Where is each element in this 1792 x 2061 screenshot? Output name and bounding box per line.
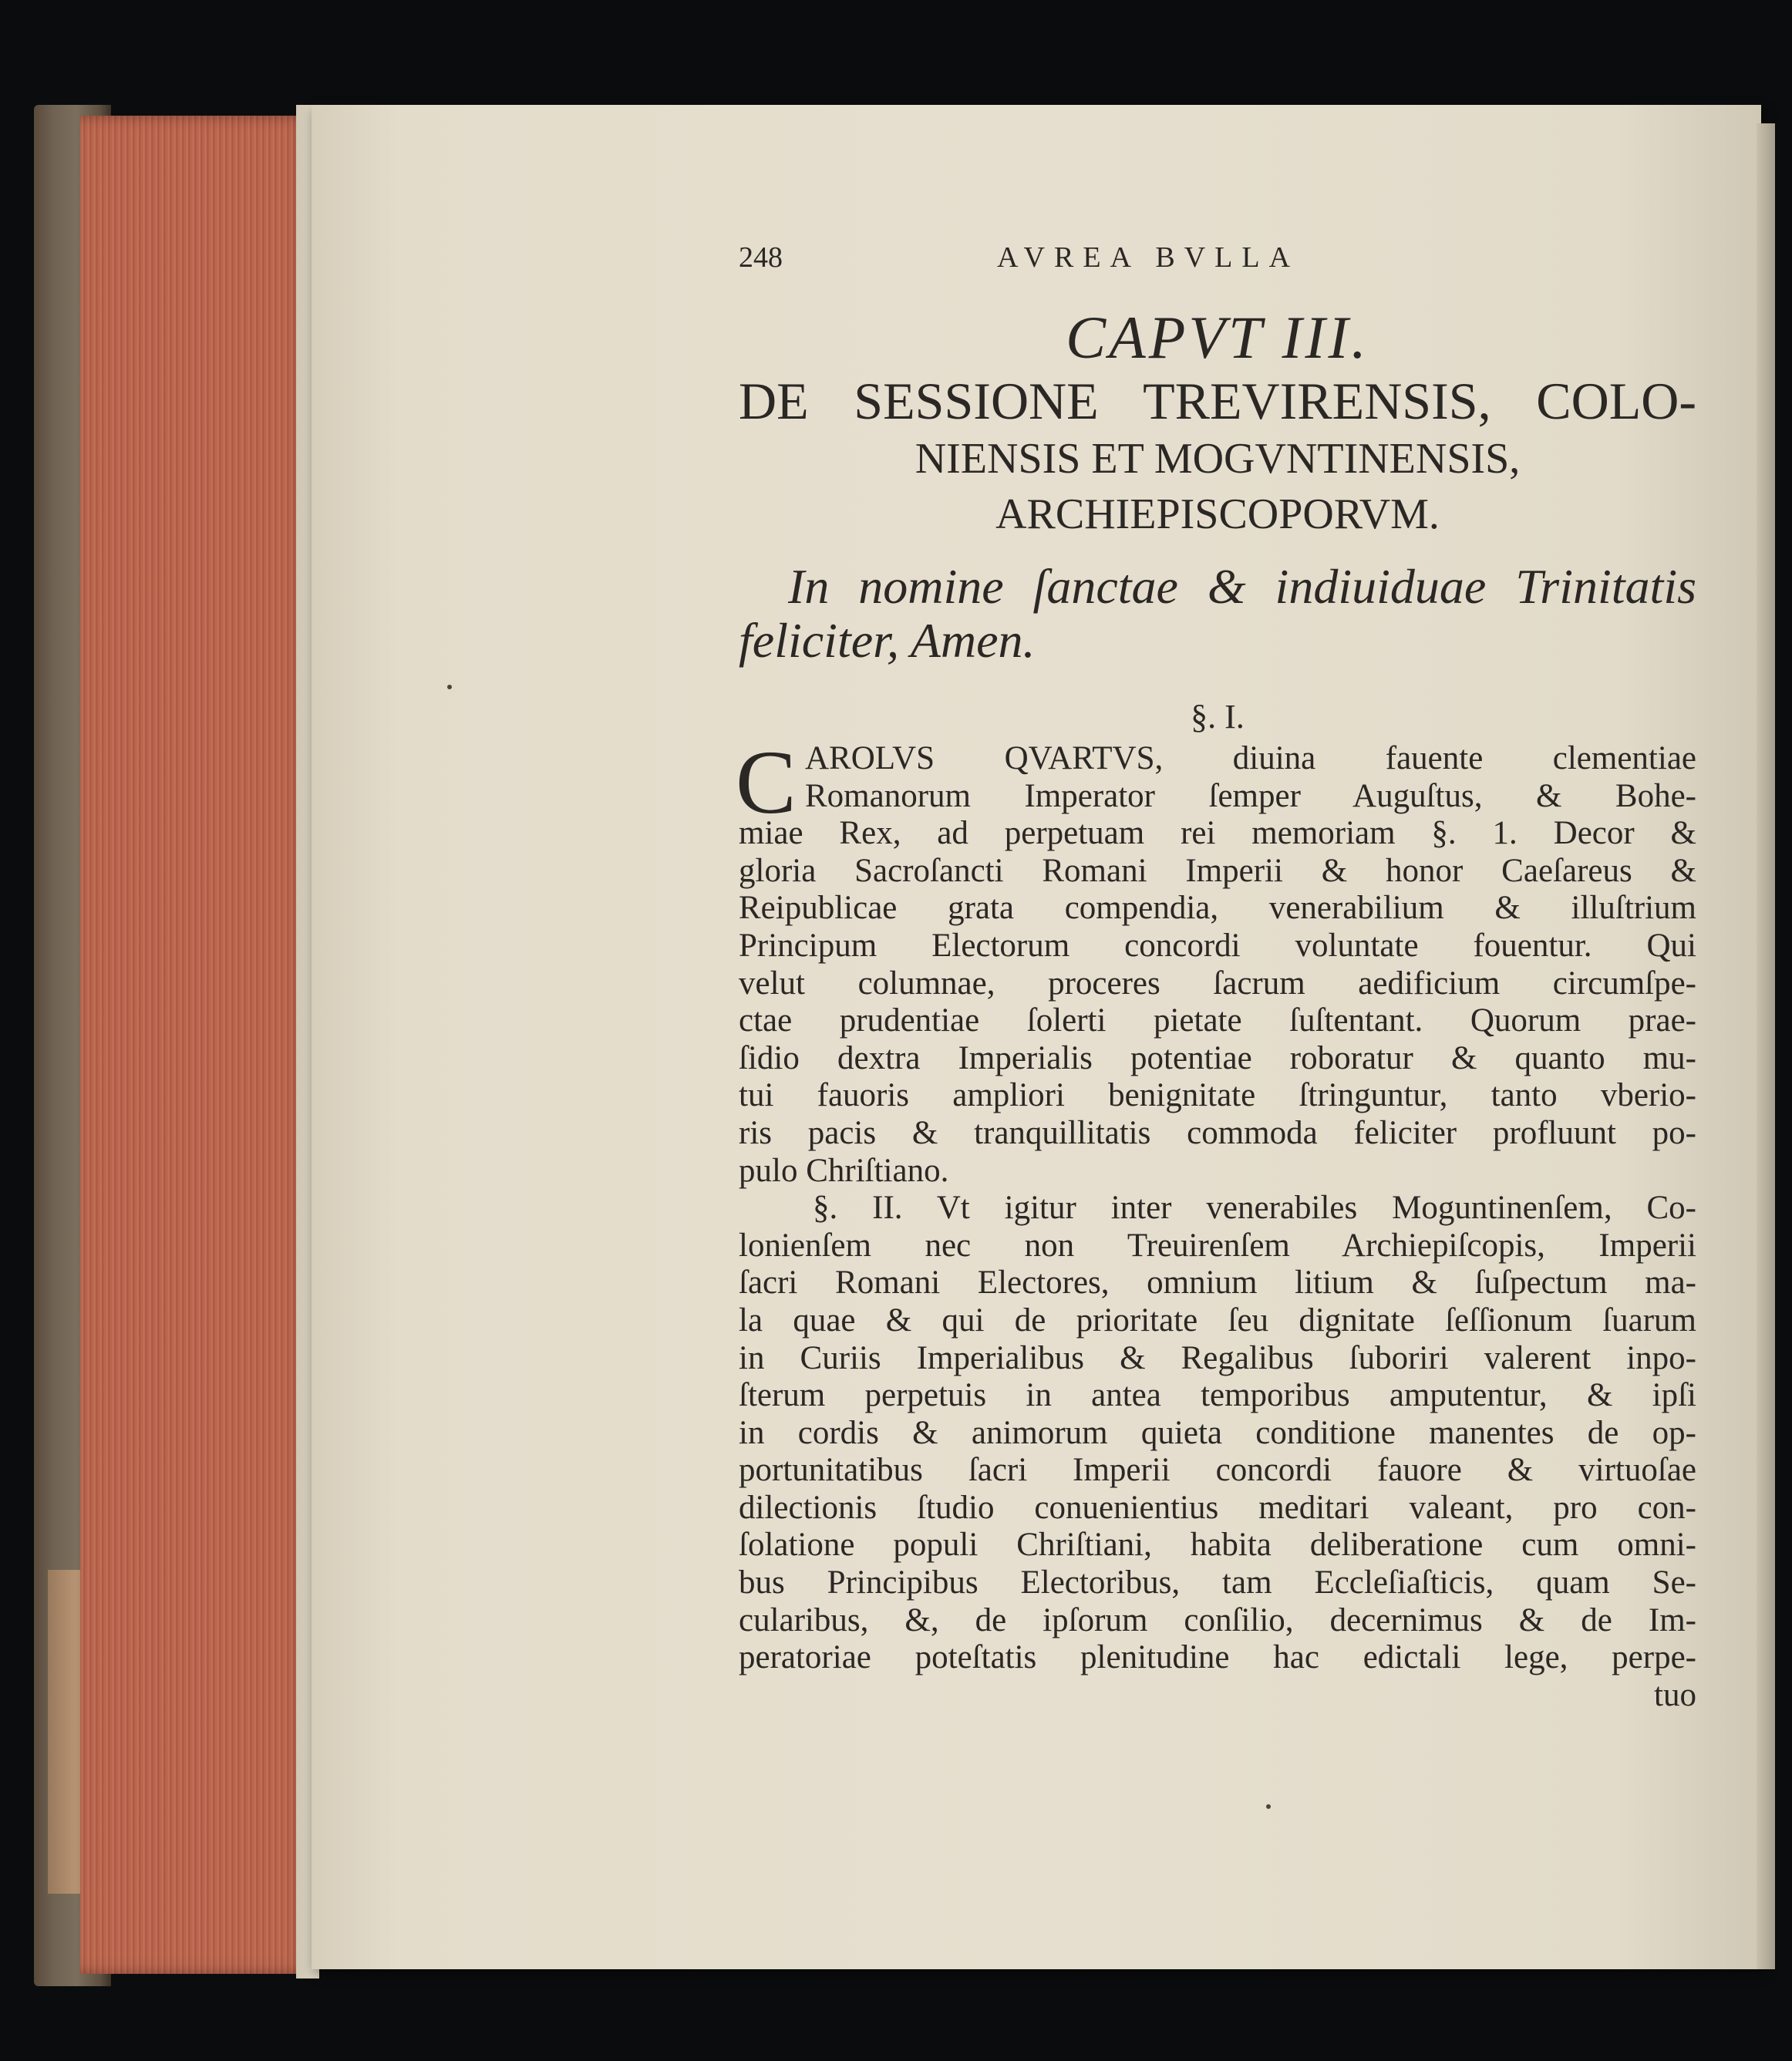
drop-cap: C <box>736 732 797 833</box>
text-line: in Curiis Imperialibus & Regalibus ſuboriri valerent inpo- <box>739 1339 1696 1376</box>
running-head <box>739 236 1696 282</box>
text-line: miae Rex, ad perpetuam rei memoriam §. 1. Decor & <box>739 815 1696 852</box>
text-line: peratoriae poteſtatis plenitudine hac edictali lege, perpe- <box>739 1639 1696 1676</box>
text-line: bus Principibus Electoribus, tam Eccleſiaſticis, quam Se- <box>739 1564 1696 1601</box>
text-line: pulo Chriſtiano. <box>739 1152 949 1189</box>
section-mark: §. I. <box>1191 698 1245 736</box>
invocation-line-1: In nomine ſanctae & indiuiduae Trinitatis <box>788 559 1696 614</box>
catchword: tuo <box>1654 1676 1696 1713</box>
text-line: ſterum perpetuis in antea temporibus amputentur, & ipſi <box>739 1377 1696 1414</box>
page-number: 248 <box>739 241 783 274</box>
text-line: in cordis & animorum quieta conditione manentes de op- <box>739 1414 1696 1451</box>
page-edges <box>80 116 312 1974</box>
paper-speck <box>447 685 452 689</box>
text-line: AROLVS QVARTVS, diuina fauente clementiae <box>805 740 1696 776</box>
text-line: Reipublicae grata compendia, venerabilium & illuſtrium <box>739 890 1696 927</box>
body-text <box>736 732 1696 1714</box>
invocation <box>739 560 1696 668</box>
text-line: dilectionis ſtudio conuenientius meditari valeant, pro con- <box>739 1489 1696 1526</box>
text-line: Principum Electorum concordi voluntate fouentur. Qui <box>739 927 1696 964</box>
text-line: ris pacis & tranquillitatis commoda feliciter profluunt po- <box>739 1114 1696 1151</box>
page-fore-edge <box>1757 123 1775 1969</box>
text-line: tui fauoris ampliori benignitate ſtringuntur, tanto vberio- <box>739 1077 1696 1114</box>
invocation-line-2: feliciter, Amen. <box>739 613 1036 668</box>
text-line: ctae prudentiae ſolerti pietate ſuſtentant. Quorum prae- <box>739 1002 1696 1039</box>
text-line: la quae & qui de prioritate ſeu dignitate ſeſſionum ſuarum <box>739 1302 1696 1339</box>
chapter-label: CAPVT III. <box>1066 304 1369 371</box>
text-line: cularibus, &, de ipſorum conſilio, decernimus & de Im- <box>739 1601 1696 1638</box>
text-line: Romanorum Imperator ſemper Auguſtus, & Bohe- <box>805 777 1696 814</box>
text-line: ſacri Romani Electores, omnium litium & ſuſpectum ma- <box>739 1265 1696 1302</box>
chapter-heading-line-1: DE SESSIONE TREVIRENSIS, COLO- <box>739 372 1696 430</box>
text-line: ſidio dextra Imperialis potentiae roboratur & quanto mu- <box>739 1039 1696 1076</box>
text-line: velut columnae, proceres ſacrum aedificium circumſpe- <box>739 965 1696 1002</box>
text-line: portunitatibus ſacri Imperii concordi fauore & virtuoſae <box>739 1452 1696 1489</box>
text-line: gloria Sacroſancti Romani Imperii & honor Caeſareus & <box>739 852 1696 889</box>
running-title: AVREA BVLLA <box>997 241 1300 274</box>
chapter-heading-line-3: ARCHIEPISCOPORVM. <box>995 490 1440 538</box>
chapter-heading-line-2: NIENSIS ET MOGVNTINENSIS, <box>915 435 1521 483</box>
paper-speck <box>1266 1804 1271 1809</box>
text-line: §. II. Vt igitur inter venerabiles Moguntinenſem, Co- <box>813 1190 1696 1227</box>
text-line: ſolatione populi Chriſtiani, habita deliberatione cum omni- <box>739 1527 1696 1564</box>
text-line: lonienſem nec non Treuirenſem Archiepiſcopis, Imperii <box>739 1227 1696 1264</box>
